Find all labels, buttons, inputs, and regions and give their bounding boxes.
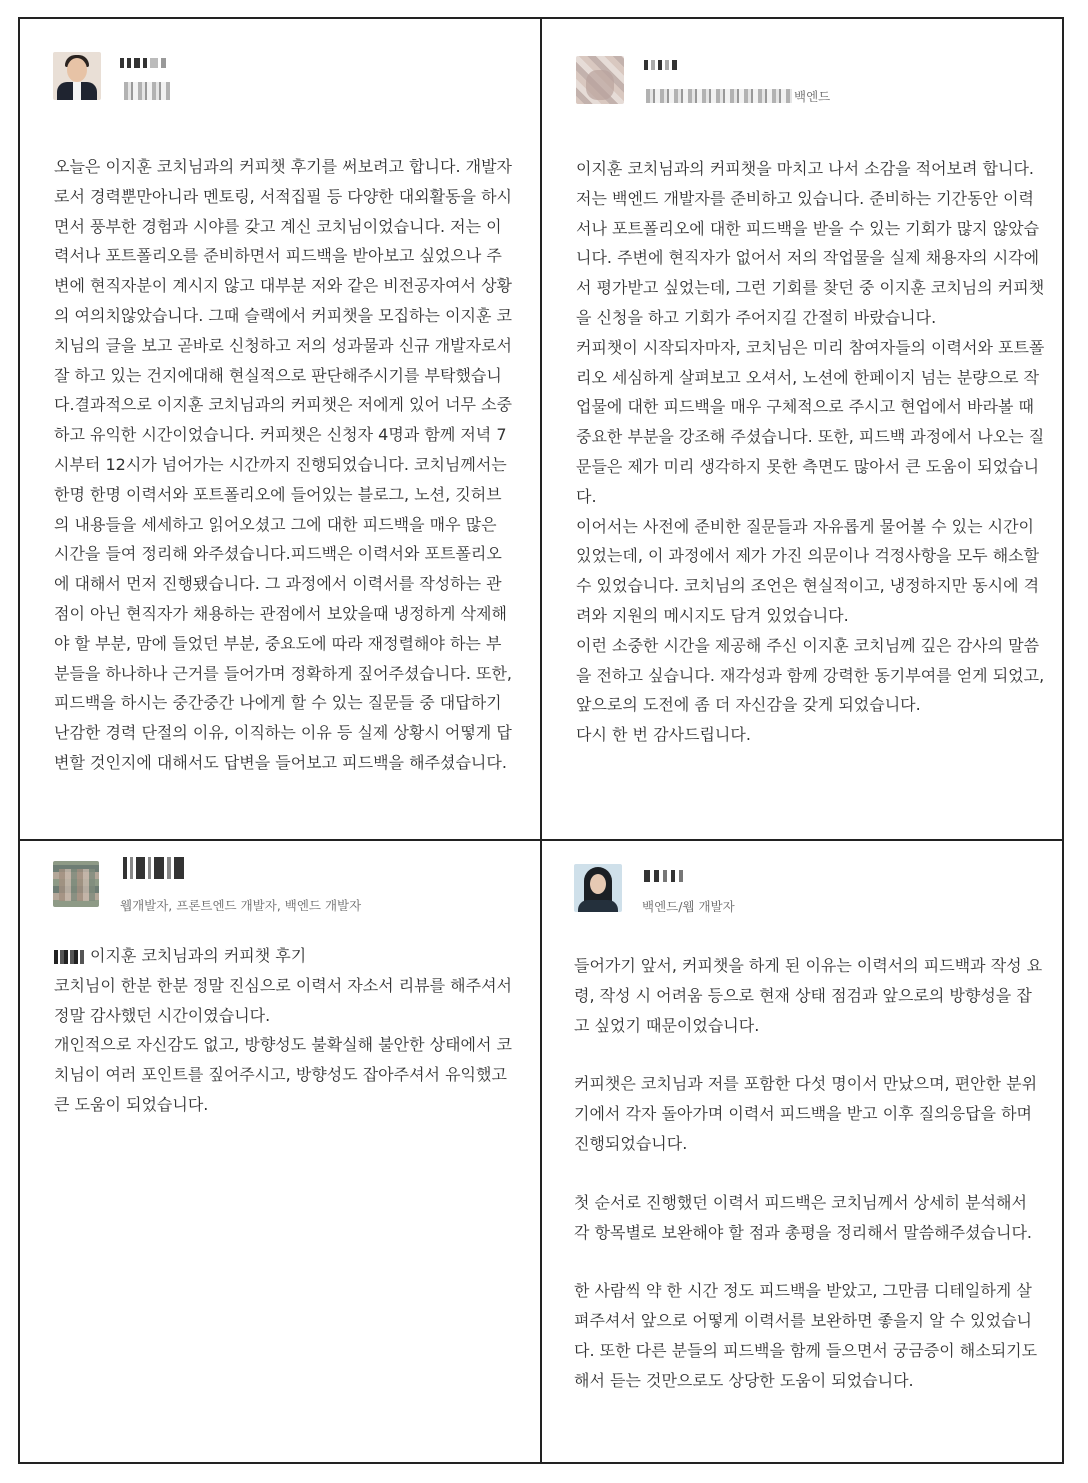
user-role: 백엔드 (794, 89, 831, 104)
reviews-grid (18, 17, 1064, 1464)
blurred-handle (646, 89, 792, 103)
review-paragraph: 코치님이 한분 한분 정말 진심으로 이력서 자소서 리뷰를 해주셔서 정말 감사했던 시간이였습니다. (54, 975, 513, 1025)
blurred-username (123, 857, 184, 879)
blurred-username (120, 58, 166, 68)
paragraph-gap (574, 1247, 1044, 1276)
avatar (53, 52, 101, 100)
user-role: 백엔드/웹 개발자 (642, 899, 735, 914)
review-body (54, 152, 514, 778)
review-paragraph: 이어서는 사전에 준비한 질문들과 자유롭게 물어볼 수 있는 시간이 있었는데, 이 과정에서 제가 가진 의문이나 걱정사항을 모두 해소할 수 있었습니다. 코치님의 조언은 현실적이고, 냉정하지만 동시에 격려와 지원의 메시지도 담겨 있었습니다. (576, 516, 1040, 625)
review-title (54, 941, 519, 971)
review-paragraph: 이런 소중한 시간을 제공해 주신 이지훈 코치님께 깊은 감사의 말씀을 전하고 싶습니다. 재각성과 함께 강력한 동기부여를 얻게 되었고, 앞으로의 도전에 좀 더 자신감을 갖게 되었습니다. (576, 635, 1045, 715)
review-paragraph: 다시 한 번 감사드립니다. (576, 725, 751, 745)
blurred-handle (124, 82, 170, 100)
paragraph-gap (574, 1040, 1044, 1069)
review-card-1 (20, 19, 540, 839)
review-paragraph: 커피챗이 시작되자마자, 코치님은 미리 참여자들의 이력서와 포트폴리오 세심하게 살펴보고 오셔서, 노션에 한페이지 넘는 분량으로 작업물에 대한 피드백을 매우 구체적으로 주시고 현업에서 바라볼 때 중요한 부분을 강조해 주셨습니다. 또한, 피드백 과정에서 나오는 질문들은 제가 미리 생각하지 못한 측면도 많아서 큰 도움이 되었습니다. (576, 337, 1045, 506)
avatar (53, 861, 99, 907)
blurred-title-prefix (54, 950, 84, 964)
paragraph-gap (574, 1159, 1044, 1188)
review-paragraph: 들어가기 앞서, 커피챗을 하게 된 이유는 이력서의 피드백과 작성 요령, 작성 시 어려움 등으로 현재 상태 점검과 앞으로의 방향성을 잡고 싶었기 때문이었습니다. (574, 956, 1043, 1035)
review-paragraph: 커피챗은 코치님과 저를 포함한 다섯 명이서 만났으며, 편안한 분위기에서 각자 돌아가며 이력서 피드백을 받고 이후 질의응답을 하며 진행되었습니다. (574, 1074, 1038, 1153)
review-paragraph: 첫 순서로 진행했던 이력서 피드백은 코치님께서 상세히 분석해서 각 항목별로 보완해야 할 점과 총평을 정리해서 말씀해주셨습니다. (574, 1192, 1033, 1242)
review-card-2 (542, 19, 1064, 839)
blurred-username (644, 870, 683, 882)
review-body (574, 951, 1044, 1396)
review-paragraph: 개인적으로 자신감도 없고, 방향성도 불확실해 불안한 상태에서 코치님이 여러 포인트를 짚어주시고, 방향성도 잡아주셔서 유익했고 큰 도움이 되었습니다. (54, 1035, 513, 1114)
review-title-text: 이지훈 코치님과의 커피챗 후기 (90, 946, 307, 965)
review-paragraph: 이지훈 코치님과의 커피챗을 마치고 나서 소감을 적어보려 합니다. (576, 159, 1035, 178)
review-card-4 (542, 841, 1064, 1464)
review-paragraph: 한 사람씩 약 한 시간 정도 피드백을 받았고, 그만큼 디테일하게 살펴주셔서 앞으로 어떻게 이력서를 보완하면 좋을지 알 수 있었습니다. 또한 다른 분들의 피드백을 함께 들으면서 궁금증이 해소되기도 해서 듣는 것만으로도 상당한 도움이 되었습니다. (574, 1281, 1038, 1390)
blurred-username (644, 60, 677, 70)
avatar (576, 56, 624, 104)
user-role: 웹개발자, 프론트엔드 개발자, 백엔드 개발자 (120, 898, 362, 913)
review-paragraph: 오늘은 이지훈 코치님과의 커피챗 후기를 써보려고 합니다. 개발자로서 경력뿐만아니라 멘토링, 서적집필 등 다양한 대외활동을 하시면서 풍부한 경험과 시야를 갖고 계신 코치님이었습니다. 저는 이력서나 포트폴리오를 준비하면서 피드백을 받아보고 싶었으나 주변에 현직자분이 계시지 않고 대부분 저와 같은 비전공자여서 상황의 여의치않았습니다. 그때 슬랙에서 커피챗을 모집하는 이지훈 코치님의 글을 보고 곧바로 신청하고 저의 성과물과 신규 개발자로서 잘 하고 있는 건지에대해 현실적으로 판단해주시기를 부탁했습니다.결과적으로 이지훈 코치님과의 커피챗은 저에게 있어 너무 소중하고 유익한 시간이었습니다. 커피챗은 신청자 4명과 함께 저녁 7시부터 12시가 넘어가는 시간까지 진행되었습니다. 코치님께서는 한명 한명 이력서와 포트폴리오에 들어있는 블로그, 노션, 깃허브의 내용들을 세세하고 읽어오셨고 그에 대한 피드백을 매우 많은 시간을 들여 정리해 와주셨습니다.피드백은 이력서와 포트폴리오에 대해서 먼저 진행됐습니다. 그 과정에서 이력서를 작성하는 관점이 아닌 현직자가 채용하는 관점에서 보았을때 냉정하게 삭제해야 할 부분, 맘에 들었던 부분, 중요도에 따라 재정렬해야 하는 부분들을 하나하나 근거를 들어가며 정확하게 짚어주셨습니다. 또한, 피드백을 하시는 중간중간 나에게 할 수 있는 질문들 중 대답하기 난감한 경력 단절의 이유, 이직하는 이유 등 실제 상황시 어떻게 답변할 것인지에 대해서도 답변을 들어보고 피드백을 해주셨습니다. (54, 157, 513, 772)
review-paragraph: 저는 백엔드 개발자를 준비하고 있습니다. 준비하는 기간동안 이력서나 포트폴리오에 대한 피드백을 받을 수 있는 기회가 많지 않았습니다. 주변에 현직자가 없어서 저의 작업물을 실제 채용자의 시각에서 평가받고 싶었는데, 그런 기회를 찾던 중 이지훈 코치님의 커피챗을 신청을 하고 기회가 주어지길 간절히 바랐습니다. (576, 188, 1045, 327)
review-body (54, 941, 519, 1120)
review-body (576, 154, 1046, 750)
avatar (574, 864, 622, 912)
review-card-3 (20, 841, 540, 1464)
